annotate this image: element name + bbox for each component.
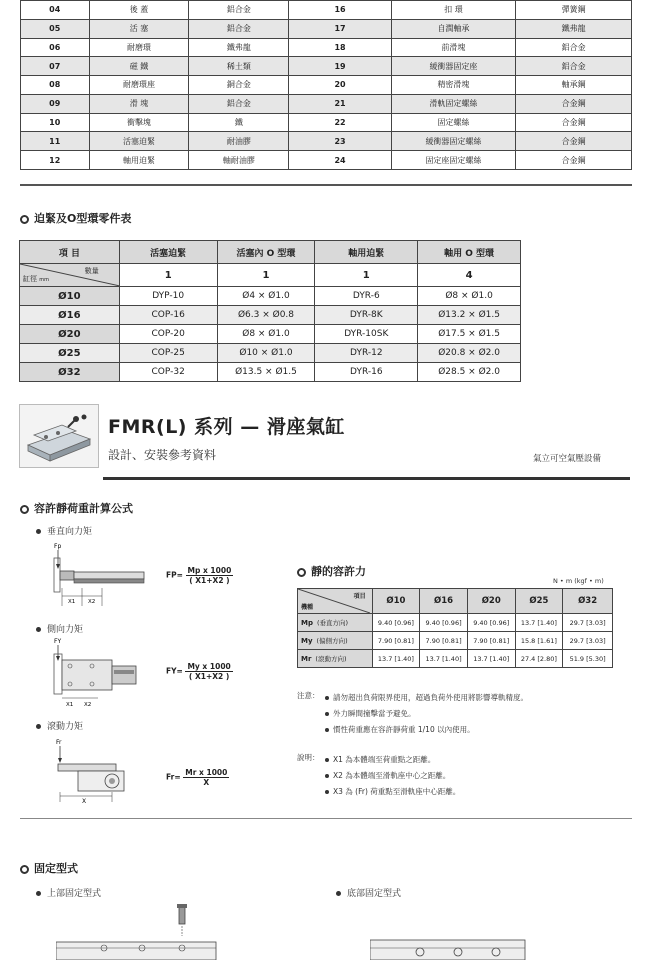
- bore-unit: mm: [39, 277, 49, 283]
- qty-value: 1: [315, 264, 418, 287]
- clamp-cell: Ø17.5 × Ø1.5: [418, 325, 521, 344]
- formula-fy: FY= $\frac{\text{My x 1000}}{( X1+X2 )}$: [166, 662, 231, 681]
- svg-text:X2: X2: [84, 702, 92, 708]
- static-row-label: Mp (垂直方向): [298, 614, 373, 632]
- vertical-diagram: [52, 540, 157, 612]
- notes-label: 注意：: [297, 691, 320, 700]
- parts-cell: 軸耐油膠: [189, 151, 289, 170]
- parts-row: [21, 19, 632, 38]
- parts-cell: 鋁合金: [189, 19, 289, 38]
- parts-cell: 12: [21, 151, 90, 170]
- clamp-header: 活塞迫緊: [119, 241, 217, 264]
- parts-cell: 合金鋼: [516, 151, 632, 170]
- parts-cell: 扣 環: [391, 1, 516, 20]
- mount-section-title: 固定型式: [20, 860, 78, 876]
- corner-top: 項目: [353, 593, 366, 600]
- clamp-cell: DYR-8K: [315, 306, 418, 325]
- parts-cell: 合金鋼: [516, 113, 632, 132]
- clamp-cell: COP-25: [119, 344, 217, 363]
- parts-cell: 17: [289, 19, 391, 38]
- parts-row: [21, 113, 632, 132]
- clamp-cell: DYP-10: [119, 287, 217, 306]
- parts-cell: 軸承鋼: [516, 76, 632, 95]
- static-row-label: Mr (滾動方向): [298, 650, 373, 668]
- parts-cell: 21: [289, 94, 391, 113]
- parts-row: [21, 38, 632, 57]
- parts-cell: 磁 鐵: [89, 57, 189, 76]
- parts-cell: 10: [21, 113, 90, 132]
- note-item: 請勿超出負荷限界使用，超過負荷外使用將影響導軌精度。: [325, 690, 528, 706]
- clamp-header: 活塞內 O 型環: [217, 241, 315, 264]
- explain-item: X1 為本體端至荷重點之距離。: [325, 752, 460, 768]
- static-value: 9.40 [0.96]: [420, 614, 468, 632]
- clamp-header: 軸用迫緊: [315, 241, 418, 264]
- parts-cell: 後 蓋: [89, 1, 189, 20]
- parts-cell: 活 塞: [89, 19, 189, 38]
- formula-denominator: ( X1+X2 ): [188, 672, 230, 681]
- parts-cell: 04: [21, 1, 90, 20]
- divider: [20, 818, 632, 819]
- parts-table: [20, 0, 632, 170]
- static-value: 7.90 [0.81]: [420, 632, 468, 650]
- parts-row: [21, 132, 632, 151]
- clamp-row: [20, 344, 521, 363]
- explain-item: X2 為本體端至滑軌座中心之距離。: [325, 768, 460, 784]
- bullet-icon: [325, 712, 329, 716]
- brand-name: 氣立可空氣壓設備: [533, 454, 602, 464]
- parts-cell: 05: [21, 19, 90, 38]
- clamp-cell: COP-32: [119, 363, 217, 382]
- bullet-icon: [20, 865, 29, 874]
- parts-cell: 08: [21, 76, 90, 95]
- clamp-cell: Ø4 × Ø1.0: [217, 287, 315, 306]
- static-col-header: Ø32: [563, 589, 613, 614]
- static-corner: [298, 589, 373, 614]
- clamp-cell: Ø6.3 × Ø0.8: [217, 306, 315, 325]
- static-value: 29.7 [3.03]: [563, 614, 613, 632]
- clamp-cell: Ø8 × Ø1.0: [217, 325, 315, 344]
- top-mount-label: 上部固定型式: [36, 886, 101, 899]
- static-value: 29.7 [3.03]: [563, 632, 613, 650]
- static-col-header: Ø10: [372, 589, 420, 614]
- static-value: 13.7 [1.40]: [372, 650, 420, 668]
- bullet-icon: [36, 529, 41, 534]
- clamp-cell: Ø10 × Ø1.0: [217, 344, 315, 363]
- note-item: 外力瞬間撞擊當予避免。: [325, 706, 528, 722]
- parts-cell: 活塞迫緊: [89, 132, 189, 151]
- series-title: FMR(L) 系列 — 滑座氣缸: [108, 416, 345, 438]
- static-value: 9.40 [0.96]: [467, 614, 515, 632]
- lateral-load-diagram-icon: [52, 636, 157, 708]
- parts-cell: 20: [289, 76, 391, 95]
- svg-text:X1: X1: [66, 702, 74, 708]
- formula-numerator: Mr x 1000: [185, 768, 228, 777]
- clamp-cell: DYR-10SK: [315, 325, 418, 344]
- parts-row: [21, 1, 632, 20]
- parts-cell: 前滑塊: [391, 38, 516, 57]
- parts-cell: 07: [21, 57, 90, 76]
- clamp-header: 項 目: [20, 241, 120, 264]
- parts-cell: 24: [289, 151, 391, 170]
- clamp-cell: COP-16: [119, 306, 217, 325]
- static-value: 51.9 [5.30]: [563, 650, 613, 668]
- clamp-row: [20, 287, 521, 306]
- clamp-section-title: 迫緊及O型環零件表: [20, 210, 131, 226]
- parts-row: [21, 151, 632, 170]
- clamp-cell: Ø13.5 × Ø1.5: [217, 363, 315, 382]
- top-mount-diagram: [56, 904, 226, 964]
- svg-text:X2: X2: [88, 599, 96, 605]
- formula-denominator: X: [203, 778, 210, 787]
- bullet-icon: [36, 627, 41, 632]
- qty-value: 1: [217, 264, 315, 287]
- series-underline: [103, 477, 630, 480]
- bullet-icon: [20, 215, 29, 224]
- static-row: [298, 614, 613, 632]
- bullet-icon: [297, 568, 306, 577]
- static-value: 7.90 [0.81]: [372, 632, 420, 650]
- bullet-icon: [325, 774, 329, 778]
- vertical-load-diagram-icon: [52, 540, 157, 608]
- parts-cell: 16: [289, 1, 391, 20]
- clamp-header: 軸用 O 型環: [418, 241, 521, 264]
- vertical-moment-label: 垂直向力矩: [36, 524, 92, 537]
- static-header-row: [298, 589, 613, 614]
- svg-text:FY: FY: [54, 638, 62, 645]
- lateral-moment-label: 側向力矩: [36, 622, 83, 635]
- series-subtitle: 設計、安裝參考資料: [108, 448, 217, 462]
- qty-value: 4: [418, 264, 521, 287]
- bottom-mount-label: 底部固定型式: [336, 886, 401, 899]
- parts-cell: 18: [289, 38, 391, 57]
- bullet-icon: [36, 724, 41, 729]
- slide-cylinder-icon: [20, 405, 98, 467]
- svg-text:X: X: [82, 798, 87, 804]
- static-value: 9.40 [0.96]: [372, 614, 420, 632]
- clamp-header-row: [20, 241, 521, 264]
- clamp-cell: DYR-6: [315, 287, 418, 306]
- parts-cell: 滑軌固定螺絲: [391, 94, 516, 113]
- static-col-header: Ø16: [420, 589, 468, 614]
- static-row-label: My (偏側方向): [298, 632, 373, 650]
- parts-cell: 鋁合金: [189, 1, 289, 20]
- notes-block: [297, 690, 528, 738]
- rolling-load-diagram-icon: [52, 736, 157, 804]
- static-row: [298, 650, 613, 668]
- svg-text:X1: X1: [68, 599, 76, 605]
- formula-denominator: ( X1+X2 ): [189, 576, 230, 585]
- rolling-moment-label: 滾動力矩: [36, 719, 83, 732]
- clamp-table: [19, 240, 521, 382]
- parts-cell: 緩衝器固定螺絲: [391, 132, 516, 151]
- parts-cell: 鐵: [189, 113, 289, 132]
- parts-row: [21, 57, 632, 76]
- parts-cell: 22: [289, 113, 391, 132]
- static-section-title: 靜的容許力: [297, 563, 366, 579]
- parts-cell: 合金鋼: [516, 132, 632, 151]
- static-value: 13.7 [1.40]: [515, 614, 563, 632]
- parts-cell: 耐磨環: [89, 38, 189, 57]
- unit-label: N • m (kgf • m): [553, 577, 604, 585]
- parts-cell: 23: [289, 132, 391, 151]
- parts-cell: 合金鋼: [516, 94, 632, 113]
- parts-cell: 固定座固定螺絲: [391, 151, 516, 170]
- parts-cell: 鐵弗龍: [516, 19, 632, 38]
- bullet-icon: [36, 891, 41, 896]
- parts-cell: 鋁合金: [189, 94, 289, 113]
- lateral-diagram: [52, 636, 157, 712]
- corner-bottom: 機種: [301, 604, 314, 611]
- parts-cell: 滑 塊: [89, 94, 189, 113]
- bullet-icon: [325, 790, 329, 794]
- explain-block: [297, 752, 460, 800]
- clamp-cell: DYR-12: [315, 344, 418, 363]
- parts-cell: 鋁合金: [516, 38, 632, 57]
- static-col-header: Ø25: [515, 589, 563, 614]
- static-col-header: Ø20: [467, 589, 515, 614]
- clamp-cell: DYR-16: [315, 363, 418, 382]
- top-mount-drawing-icon: [56, 904, 226, 960]
- bore-size: Ø20: [20, 325, 120, 344]
- qty-value: 1: [119, 264, 217, 287]
- parts-cell: 11: [21, 132, 90, 151]
- formula-numerator: Mp x 1000: [187, 566, 232, 575]
- bullet-icon: [20, 505, 29, 514]
- formula-numerator: My x 1000: [187, 662, 231, 671]
- clamp-row: [20, 363, 521, 382]
- clamp-cell: Ø28.5 × Ø2.0: [418, 363, 521, 382]
- bottom-mount-drawing-icon: [370, 936, 530, 960]
- svg-text:Fp: Fp: [54, 543, 62, 550]
- parts-cell: 緩衝器固定座: [391, 57, 516, 76]
- parts-cell: 鐵弗龍: [189, 38, 289, 57]
- clamp-qty-row: [20, 264, 521, 287]
- bore-size: Ø32: [20, 363, 120, 382]
- explain-item: X3 為 (Fr) 荷重點至滑軌座中心距離。: [325, 784, 460, 800]
- bore-size: Ø10: [20, 287, 120, 306]
- bullet-icon: [325, 758, 329, 762]
- clamp-cell: Ø20.8 × Ø2.0: [418, 344, 521, 363]
- bore-label: 缸徑: [23, 275, 37, 283]
- bullet-icon: [336, 891, 341, 896]
- bore-size: Ø16: [20, 306, 120, 325]
- static-value: 27.4 [2.80]: [515, 650, 563, 668]
- parts-cell: 19: [289, 57, 391, 76]
- parts-cell: 彈簧鋼: [516, 1, 632, 20]
- static-value: 15.8 [1.61]: [515, 632, 563, 650]
- bullet-icon: [325, 696, 329, 700]
- parts-row: [21, 76, 632, 95]
- parts-row: [21, 94, 632, 113]
- clamp-cell: Ø8 × Ø1.0: [418, 287, 521, 306]
- parts-cell: 鋁合金: [516, 57, 632, 76]
- clamp-cell: COP-20: [119, 325, 217, 344]
- load-section-title: 容許靜荷重計算公式: [20, 500, 133, 516]
- note-item: 慣性荷重應在容許靜荷重 1/10 以內使用。: [325, 722, 528, 738]
- static-value: 7.90 [0.81]: [467, 632, 515, 650]
- parts-cell: 稀土類: [189, 57, 289, 76]
- rolling-diagram: [52, 736, 157, 808]
- static-force-table: [297, 588, 613, 668]
- formula-fr: Fr= $\frac{\text{Mr x 1000}}{X}$: [166, 768, 228, 787]
- parts-cell: 衝擊塊: [89, 113, 189, 132]
- clamp-row: [20, 325, 521, 344]
- clamp-row: [20, 306, 521, 325]
- parts-cell: 耐磨環座: [89, 76, 189, 95]
- static-value: 13.7 [1.40]: [467, 650, 515, 668]
- parts-cell: 09: [21, 94, 90, 113]
- svg-text:Fr: Fr: [56, 739, 62, 746]
- divider: [20, 184, 632, 186]
- parts-cell: 軸用迫緊: [89, 151, 189, 170]
- clamp-cell: Ø13.2 × Ø1.5: [418, 306, 521, 325]
- bullet-icon: [325, 728, 329, 732]
- parts-cell: 銅合金: [189, 76, 289, 95]
- qty-bore-corner: [20, 264, 120, 287]
- explain-label: 說明：: [297, 753, 320, 762]
- static-row: [298, 632, 613, 650]
- parts-cell: 自潤軸承: [391, 19, 516, 38]
- parts-cell: 耐油膠: [189, 132, 289, 151]
- slide-cylinder-image: [19, 404, 99, 468]
- parts-cell: 固定螺絲: [391, 113, 516, 132]
- bore-size: Ø25: [20, 344, 120, 363]
- formula-fp: FP= $\frac{\text{Mp x 1000}}{( X1+X2 )}$: [166, 566, 232, 585]
- qty-label: 數量: [84, 267, 99, 275]
- static-value: 13.7 [1.40]: [420, 650, 468, 668]
- parts-cell: 06: [21, 38, 90, 57]
- parts-cell: 精密滑塊: [391, 76, 516, 95]
